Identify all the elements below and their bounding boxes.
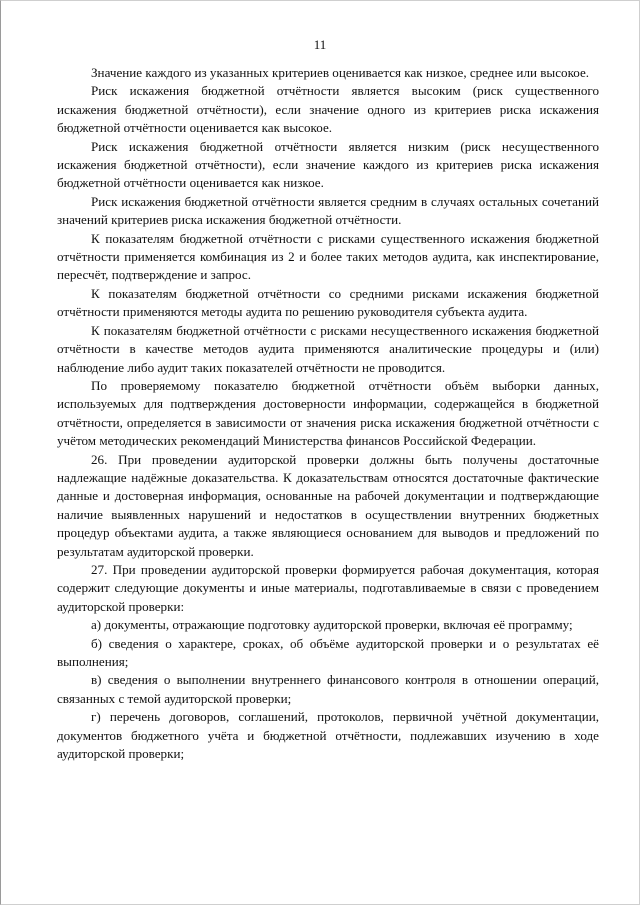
paragraph-methods-high: К показателям бюджетной отчётности с рисками существенного искажения бюджетной отчётности применяется комбинация из 2 и более таких методов аудита, как инспектирование, пересчёт, подтверждение и запрос. [57, 230, 599, 283]
page-number: 11 [313, 37, 327, 52]
paragraph-methods-medium: К показателям бюджетной отчётности со средними рисками искажения бюджетной отчётности применяются методы аудита по решению руководителя субъекта аудита. [57, 285, 599, 320]
list-item-v: в) сведения о выполнении внутреннего финансового контроля в отношении операций, связанных с темой аудиторской проверки; [57, 672, 599, 706]
paragraph-low-risk: Риск искажения бюджетной отчётности является низким (риск несущественного искажения бюджетной отчётности), если значение каждого из критериев риска искажения бюджетной отчётности оценивается как низкое. [57, 138, 599, 191]
paragraph-high-risk: Риск искажения бюджетной отчётности является высоким (риск существенного искажения бюджетной отчётности), если значение одного из критериев риска искажения бюджетной отчётности оценивается как высокое. [57, 83, 599, 136]
paragraph-item-27: 27. При проведении аудиторской проверки формируется рабочая документация, которая содержит следующие документы и иные материалы, подготавливаемые в связи с проведением аудиторской проверки: [57, 561, 599, 614]
list-item-a: а) документы, отражающие подготовку аудиторской проверки, включая её программу; [91, 617, 573, 633]
list-item-b: б) сведения о характере, сроках, об объёме аудиторской проверки и о результатах её выполнения; [57, 635, 599, 669]
list-item-g: г) перечень договоров, соглашений, протоколов, первичной учётной документации, документов бюджетного учёта и бюджетной отчётности, подлежавших изучению в ходе аудиторской проверки; [57, 709, 599, 762]
document-body [57, 64, 599, 763]
paragraph-medium-risk: Риск искажения бюджетной отчётности является средним в случаях остальных сочетаний значений критериев риска искажения бюджетной отчётности. [57, 193, 599, 228]
paragraph-item-26: 26. При проведении аудиторской проверки должны быть получены достаточные надлежащие надёжные доказательства. К доказательствам относятся достаточные фактические данные и достоверная информация, основанные на рабочей документации и подтверждающие наличие выявленных нарушений и недостатков в осуществлении внутренних бюджетных процедур объектами аудита, а также являющиеся основанием для выводов и предложений по результатам аудиторской проверки. [57, 451, 599, 559]
paragraph-methods-low: К показателям бюджетной отчётности с рисками несущественного искажения бюджетной отчётности в качестве методов аудита применяются аналитические процедуры и (или) наблюдение либо аудит таких показателей отчётности не проводится. [57, 322, 599, 375]
paragraph-sample-size: По проверяемому показателю бюджетной отчётности объём выборки данных, используемых для подтверждения достоверности информации, содержащейся в бюджетной отчётности, определяется в зависимости от значения риска искажения бюджетной отчётности с учётом методических рекомендаций Министерства финансов Российской Федерации. [57, 377, 599, 449]
paragraph-criteria-values: Значение каждого из указанных критериев оценивается как низкое, среднее или высокое. [91, 65, 590, 80]
